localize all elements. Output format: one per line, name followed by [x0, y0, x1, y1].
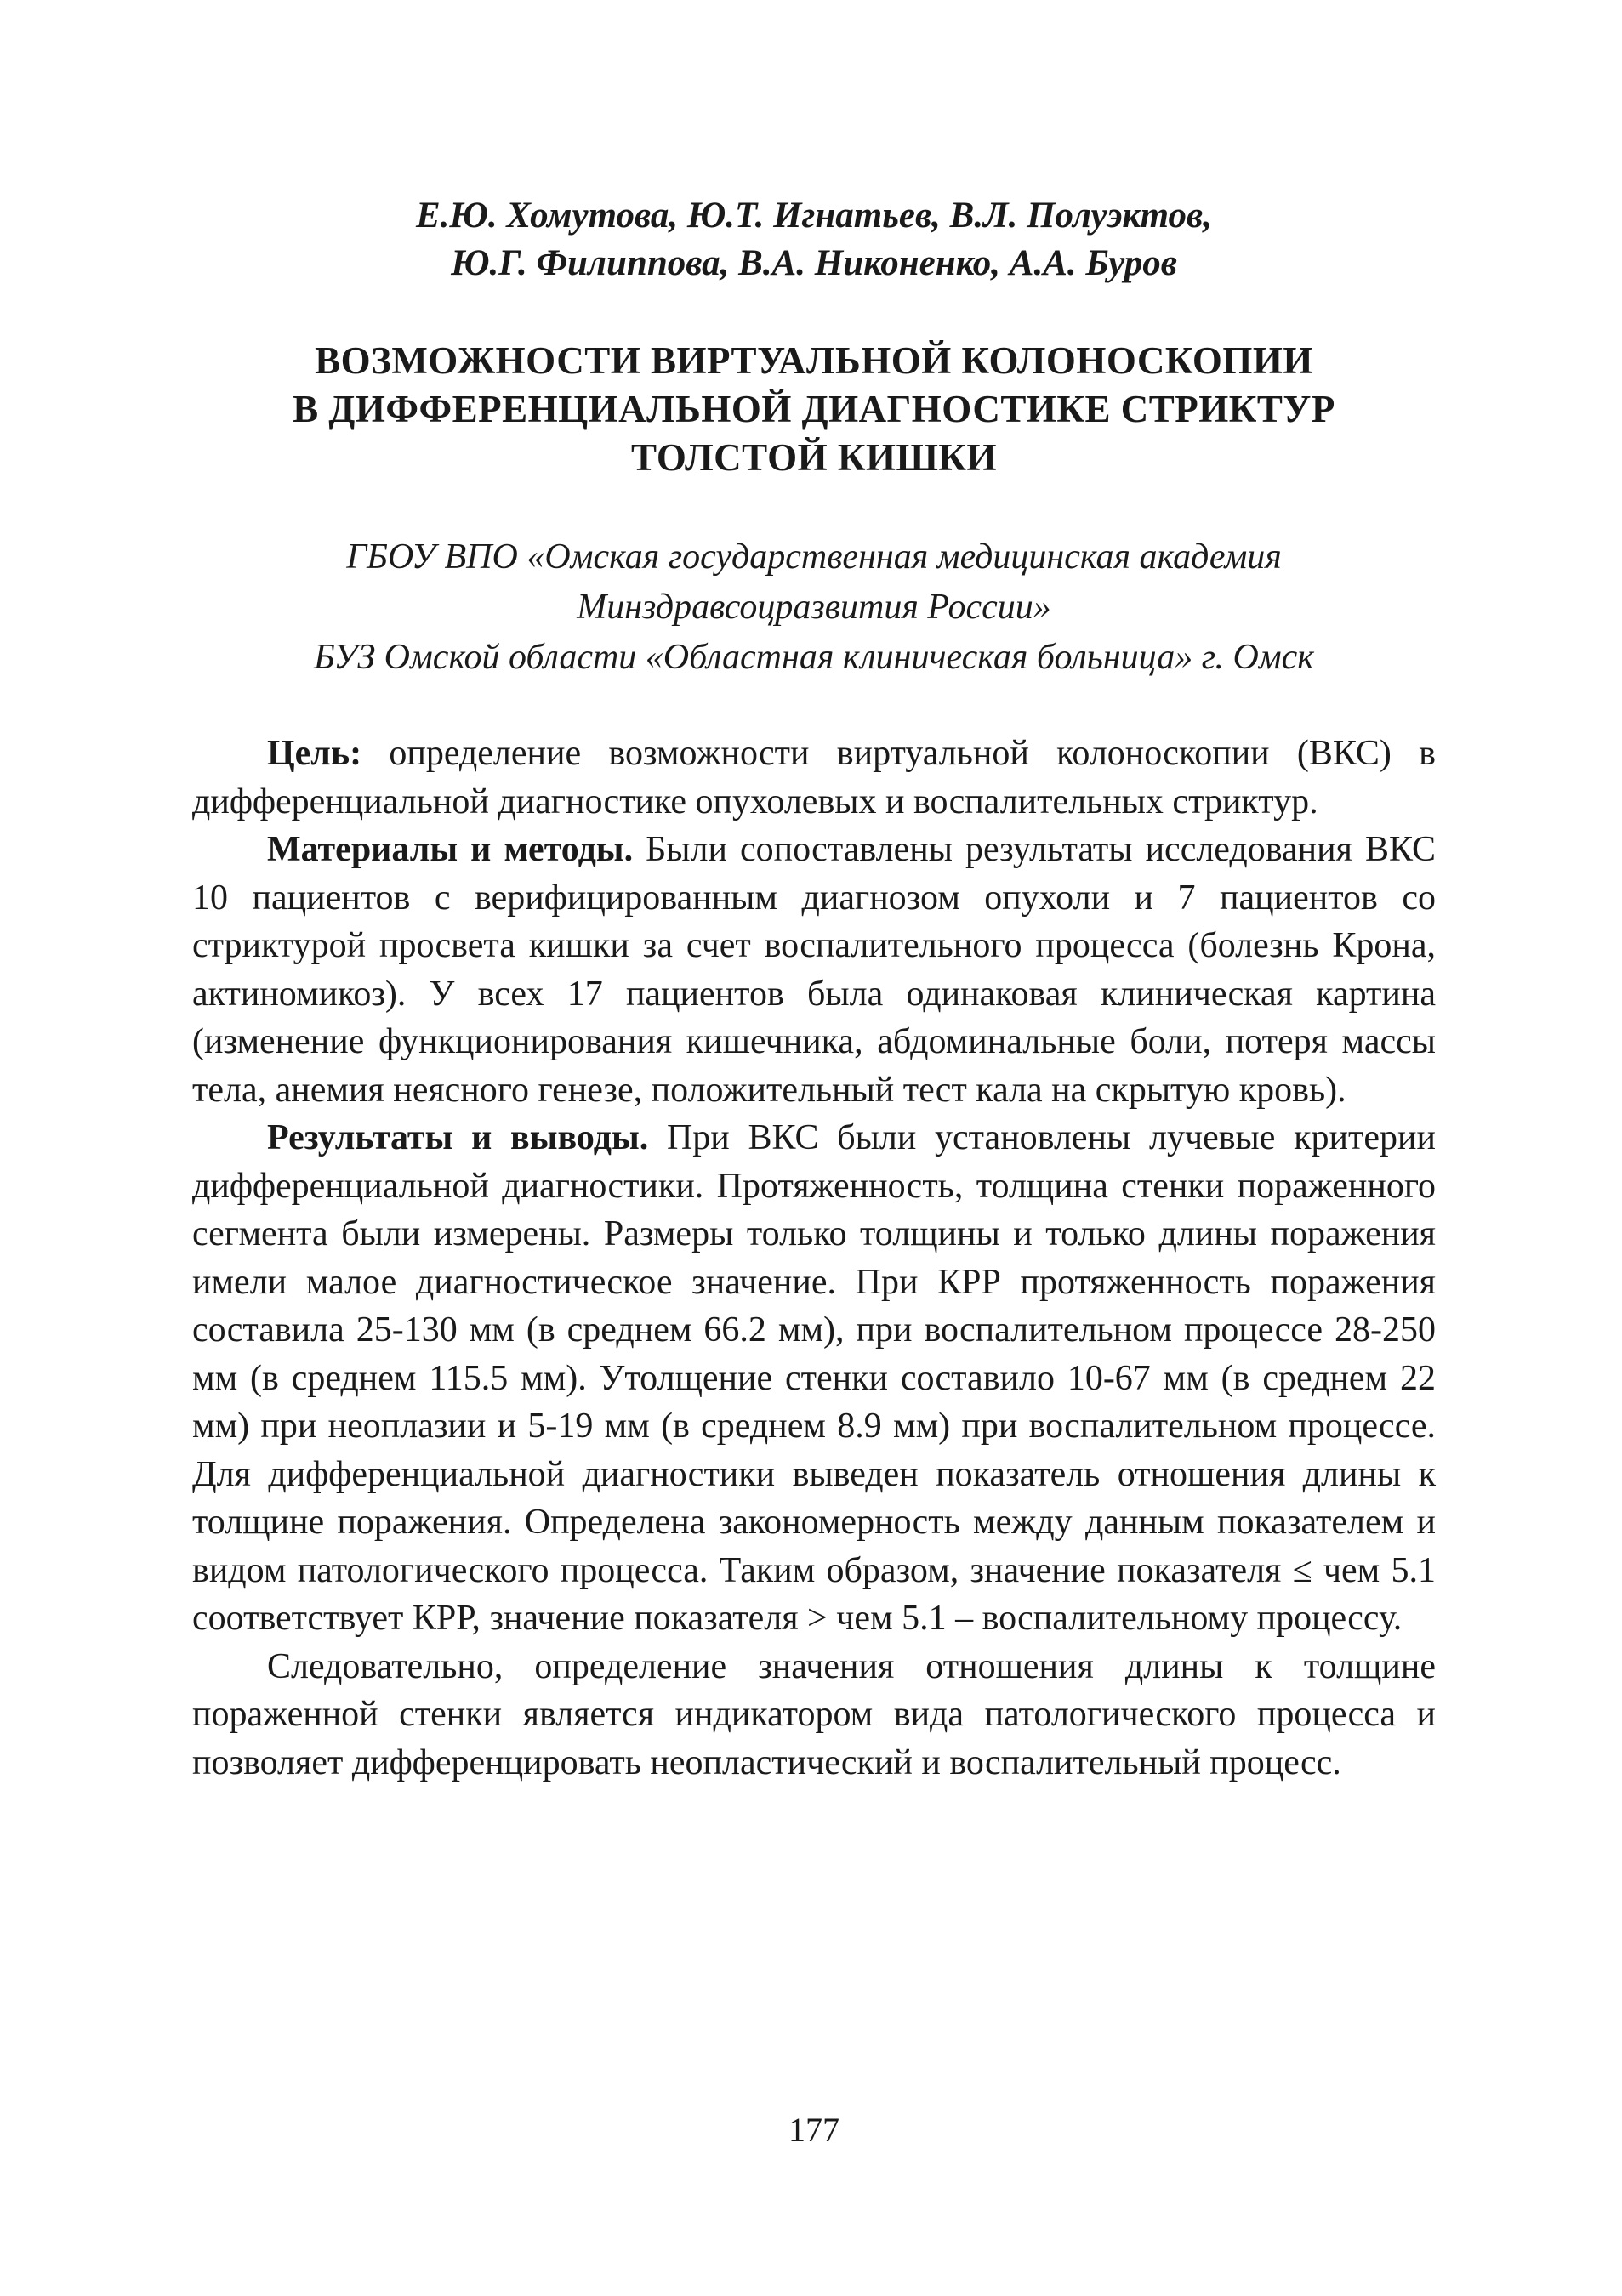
authors-line-2: Ю.Г. Филиппова, В.А. Никоненко, А.А. Буров [451, 243, 1177, 283]
affiliation-line-3: БУЗ Омской области «Областная клиническая больница» г. Омск [314, 638, 1314, 677]
goal-text: определение возможности виртуальной колоноскопии (ВКС) в дифференциальной диагностике опухолевых и воспалительных стриктур. [192, 734, 1436, 821]
affiliation-block [192, 532, 1436, 683]
abstract-body [192, 730, 1436, 1787]
title-line-2: В ДИФФЕРЕНЦИАЛЬНОЙ ДИАГНОСТИКЕ СТРИКТУР [293, 388, 1335, 430]
methods-paragraph [192, 826, 1436, 1114]
goal-label: Цель: [267, 734, 362, 773]
conclusion-paragraph [192, 1643, 1436, 1787]
methods-text: Были сопоставлены результаты исследования ВКС 10 пациентов с верифицированным диагнозом опухоли и 7 пациентов со стриктурой просвета кишки за счет воспалительного процесса (болезнь Крона, актиномикоз). У всех 17 пациентов была одинаковая клиническая картина (изменение функционирования кишечника, абдоминальные боли, потеря массы тела, анемия неясного генезе, положительный тест кала на скрытую кровь). [192, 830, 1437, 1110]
methods-label: Материалы и методы. [267, 830, 634, 869]
affiliation-line-2: Минздравсоцразвития России» [577, 588, 1051, 627]
article-title [192, 337, 1436, 482]
conclusion-text: Следовательно, определение значения отношения длины к толщине пораженной стенки является индикатором вида патологического процесса и позволяет дифференцировать неопластический и воспалительный процесс. [192, 1646, 1436, 1782]
document-page [192, 0, 1436, 2296]
results-label: Результаты и выводы. [267, 1118, 649, 1157]
authors-block [192, 192, 1436, 287]
goal-paragraph [192, 730, 1436, 826]
results-paragraph [192, 1114, 1436, 1643]
authors-line-1: Е.Ю. Хомутова, Ю.Т. Игнатьев, В.Л. Полуэктов, [416, 196, 1212, 236]
title-line-1: ВОЗМОЖНОСТИ ВИРТУАЛЬНОЙ КОЛОНОСКОПИИ [315, 339, 1313, 382]
page-number: 177 [788, 2111, 839, 2149]
results-text: При ВКС были установлены лучевые критерии дифференциальной диагностики. Протяженность, толщина стенки пораженного сегмента были измерены. Размеры только толщины и только длины поражения имели малое диагностическое значение. При КРР протяженность поражения составила 25-130 мм (в среднем 66.2 мм), при воспалительном процессе 28-250 мм (в среднем 115.5 мм). Утолщение стенки составило 10-67 мм (в среднем 22 мм) при неоплазии и 5-19 мм (в среднем 8.9 мм) при воспалительном процессе. Для дифференциальной диагностики выведен показатель отношения длины к толщине поражения. Определена закономерность между данным показателем и видом патологического процесса. Таким образом, значение показателя ≤ чем 5.1 соответствует КРР, значение показателя > чем 5.1 – воспалительному процессу. [192, 1118, 1436, 1638]
title-line-3: ТОЛСТОЙ КИШКИ [630, 436, 998, 479]
affiliation-line-1: ГБОУ ВПО «Омская государственная медицинская академия [346, 537, 1282, 577]
